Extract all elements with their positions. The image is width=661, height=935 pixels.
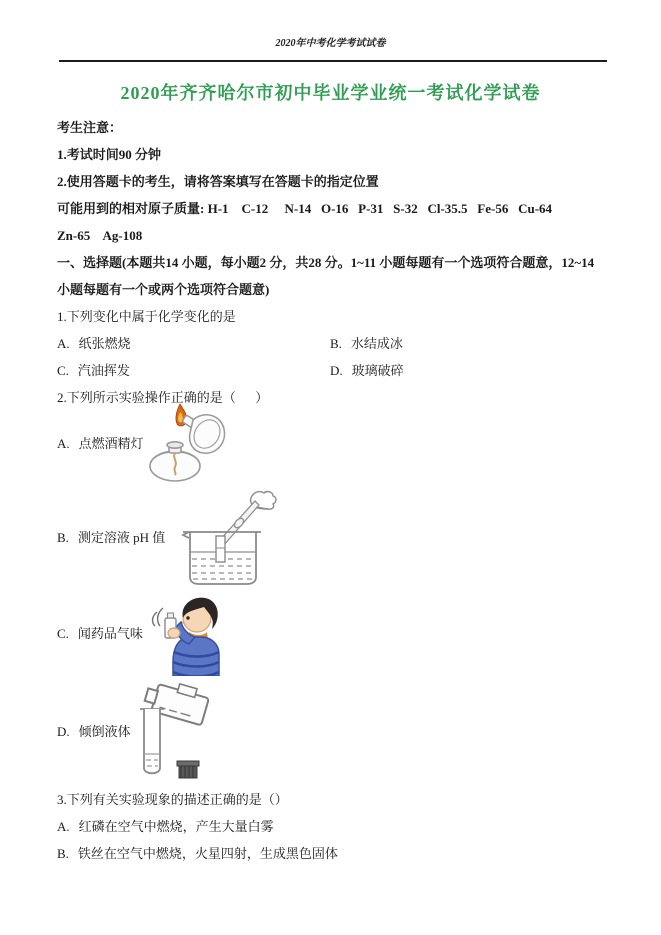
q2-option-c-label: C. — [57, 626, 69, 641]
q1-stem: 1.下列变化中属于化学变化的是 — [57, 309, 236, 324]
q1-options — [57, 330, 606, 384]
page-title: 2020年齐齐哈尔市初中毕业学业统一考试化学试卷 — [120, 83, 541, 103]
exam-body — [57, 114, 606, 867]
q1-option-c-label: C. — [57, 363, 69, 378]
ph-strip-test-illustration — [167, 488, 279, 588]
q1-option-a-label: A. — [57, 336, 70, 351]
q1-option-d-label: D. — [330, 363, 343, 378]
q1-option-a — [57, 330, 330, 357]
q2-option-b — [57, 488, 606, 588]
q1-option-c-text: 汽油挥发 — [77, 363, 130, 378]
smelling-reagent-illustration — [145, 592, 225, 676]
q1-option-b — [330, 330, 606, 357]
alcohol-lamp-lighting-illustration — [146, 403, 238, 485]
notice-item-answer-sheet: 2.使用答题卡的考生，请将答案填写在答题卡的指定位置 — [57, 174, 379, 189]
q1-option-a-text: 纸张燃烧 — [78, 336, 131, 351]
q2-option-a — [57, 403, 606, 485]
q2-option-c — [57, 592, 606, 676]
section-heading-line-2: 小题每题有一个或两个选项符合题意) — [57, 282, 270, 297]
header-divider — [59, 60, 607, 62]
atomic-masses-line-1: 可能用到的相对原子质量: H-1 C-12 N-14 O-16 P-31 S-32 Cl-35.5 Fe-56 Cu-64 — [57, 201, 553, 216]
q3-option-a — [57, 813, 606, 840]
pouring-liquid-illustration — [133, 682, 213, 782]
q1-option-d — [330, 357, 606, 384]
q3-option-b-text: 铁丝在空气中燃烧，火星四射，生成黑色固体 — [77, 846, 338, 861]
q2-option-c-text: 闻药品气味 — [77, 626, 143, 641]
q3-stem: 3.下列有关实验现象的描述正确的是（） — [57, 792, 288, 807]
q2-option-b-label: B. — [57, 530, 69, 545]
notice-heading: 考生注意： — [57, 120, 123, 135]
q1-option-b-label: B. — [330, 336, 342, 351]
section-heading-line-1: 一、选择题(本题共14 小题，每小题2 分，共28 分。1~11 小题每题有一个选项符合题意，12~14 — [57, 255, 595, 270]
q3-option-a-text: 红磷在空气中燃烧，产生大量白雾 — [78, 819, 274, 834]
q1-option-b-text: 水结成冰 — [350, 336, 403, 351]
q2-option-d-text: 倾倒液体 — [78, 724, 131, 739]
atomic-masses-line-2: Zn-65 Ag-108 — [57, 228, 143, 243]
q1-option-c — [57, 357, 330, 384]
q3-option-b — [57, 840, 606, 867]
q2-stem: 2.下列所示实验操作正确的是（ ） — [57, 390, 269, 405]
q2-option-a-text: 点燃酒精灯 — [78, 436, 144, 451]
page-header-title: 2020年中考化学考试试卷 — [275, 38, 386, 49]
q1-option-d-text: 玻璃破碎 — [351, 363, 404, 378]
q3-option-a-label: A. — [57, 819, 70, 834]
q3-option-b-label: B. — [57, 846, 69, 861]
q2-option-d — [57, 682, 606, 782]
q2-option-b-text: 测定溶液 pH 值 — [77, 530, 166, 545]
bottle-stopper — [177, 761, 199, 778]
q2-option-a-label: A. — [57, 436, 70, 451]
q2-option-d-label: D. — [57, 724, 70, 739]
notice-item-time: 1.考试时间90 分钟 — [57, 147, 162, 162]
